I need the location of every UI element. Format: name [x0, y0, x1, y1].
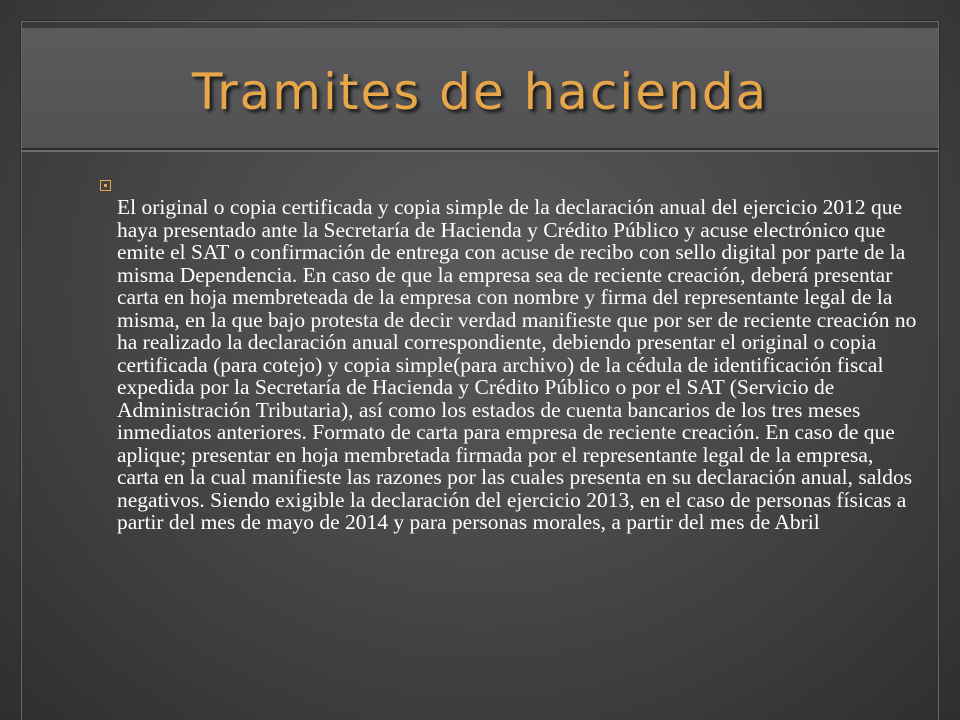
body-paragraph: El original o copia certificada y copia simple de la declaración anual del ejercicio 2012 que haya presentado ante la Secretaría de Hacienda y Crédito Público y acuse electrónico que emite el SAT o confirmación de entrega con acuse de recibo con sello digital por parte de la misma Dependencia. En caso de que la empresa sea de reciente creación, deberá presentar carta en hoja membreteada de la empresa con nombre y firma del representante legal de la misma, en la que bajo protesta de decir verdad manifieste que por ser de reciente creación no ha realizado la declaración anual correspondiente, debiendo presentar el original o copia certificada (para cotejo) y copia simple(para archivo) de la cédula de identificación fiscal expedida por la Secretaría de Hacienda y Crédito Público o por el SAT (Servicio de Administración Tributaria), así como los estados de cuenta bancarios de los tres meses inmediatos anteriores. Formato de carta para empresa de reciente creación. En caso de que aplique; presentar en hoja membretada firmada por el representante legal de la empresa, carta en la cual manifieste las razones por las cuales presenta en su declaración anual, saldos negativos. Siendo exigible la declaración del ejercicio 2013, en el caso de personas físicas a partir del mes de mayo de 2014 y para personas morales, a partir del mes de Abril [117, 195, 917, 534]
slide-title: Tramites de hacienda [191, 63, 769, 121]
square-bullet-icon [100, 180, 111, 191]
